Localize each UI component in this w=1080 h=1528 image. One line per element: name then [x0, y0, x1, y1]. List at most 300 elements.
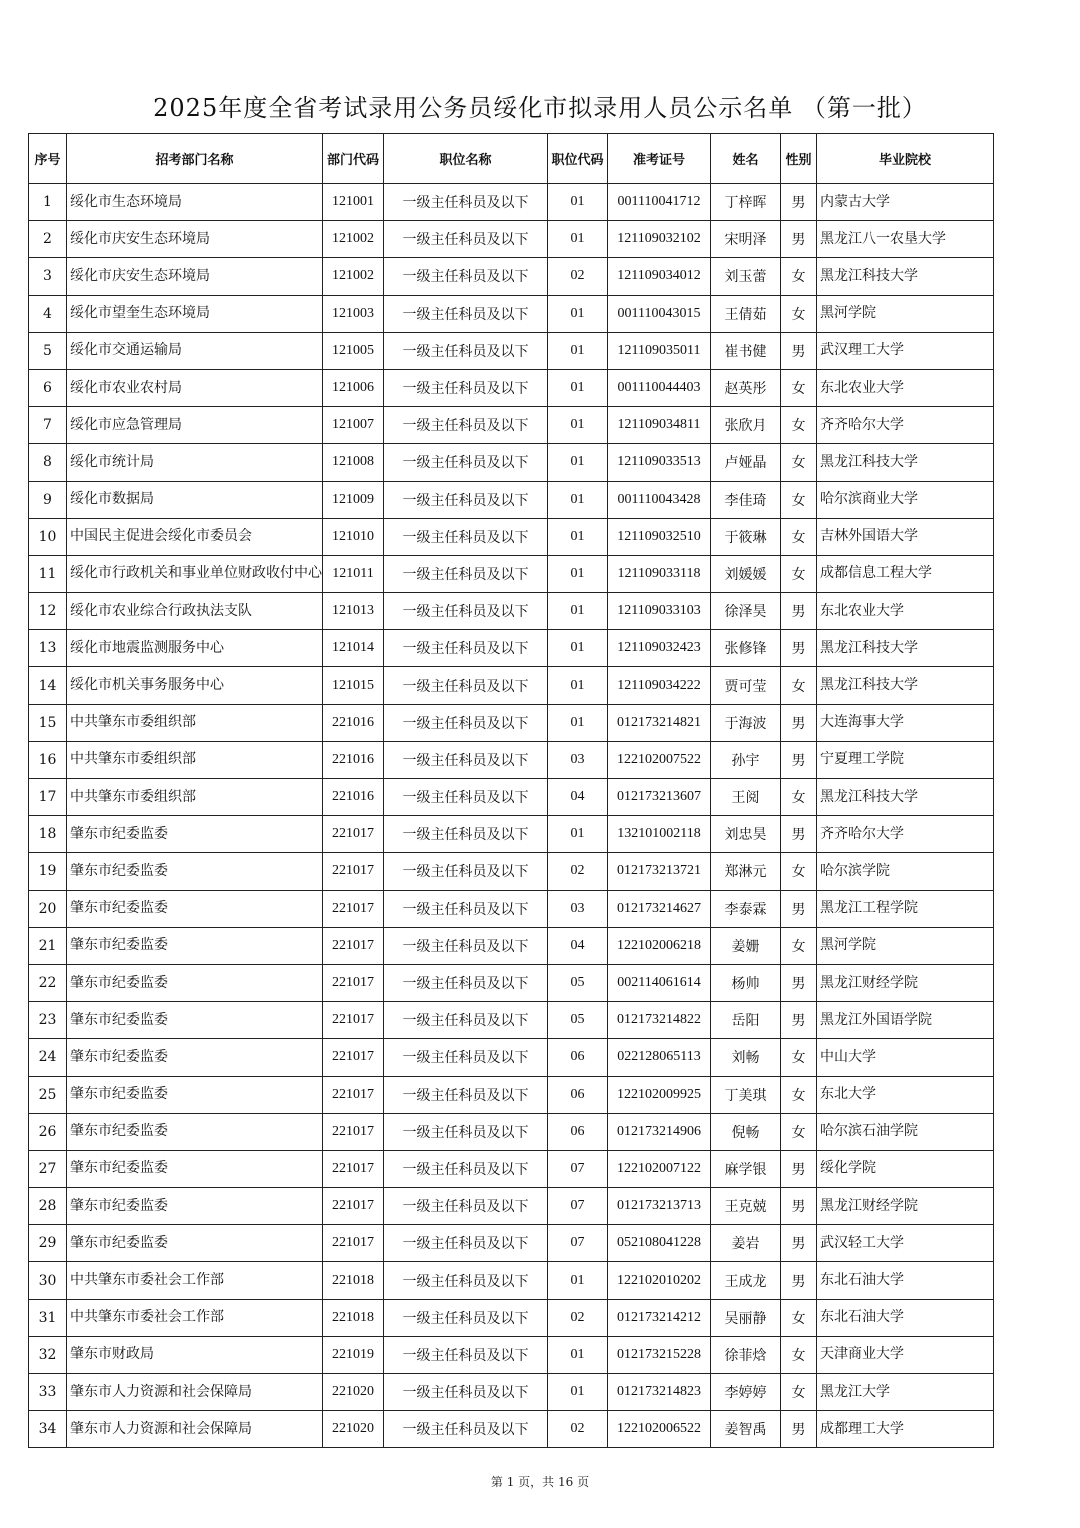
cell-row-index: 10: [29, 518, 67, 555]
cell-department-name: 绥化市庆安生态环境局: [67, 258, 323, 295]
cell-position-name: 一级主任科员及以下: [384, 369, 548, 406]
cell-position-code: 01: [548, 481, 608, 518]
cell-school: 大连海事大学: [817, 704, 994, 741]
cell-school: 内蒙古大学: [817, 184, 994, 221]
cell-exam-number: 121109032510: [608, 518, 711, 555]
table-row: [29, 221, 994, 258]
cell-gender: 女: [781, 667, 817, 704]
cell-department-name: 中国民主促进会绥化市委员会: [67, 518, 323, 555]
table-row: [29, 1411, 994, 1448]
roster-table: [28, 133, 994, 1448]
cell-candidate-name: 刘畅: [711, 1039, 781, 1076]
table-row: [29, 1188, 994, 1225]
cell-exam-number: 122102006522: [608, 1411, 711, 1448]
cell-position-name: 一级主任科员及以下: [384, 667, 548, 704]
cell-department-name: 绥化市农业农村局: [67, 369, 323, 406]
cell-row-index: 28: [29, 1188, 67, 1225]
cell-department-name: 中共肇东市委社会工作部: [67, 1262, 323, 1299]
cell-gender: 男: [781, 1262, 817, 1299]
cell-exam-number: 012173214822: [608, 1002, 711, 1039]
cell-row-index: 11: [29, 555, 67, 592]
cell-department-code: 221016: [323, 741, 384, 778]
cell-position-code: 01: [548, 184, 608, 221]
cell-exam-number: 121109034012: [608, 258, 711, 295]
cell-exam-number: 002114061614: [608, 964, 711, 1001]
cell-department-name: 肇东市纪委监委: [67, 1225, 323, 1262]
cell-exam-number: 012173214627: [608, 890, 711, 927]
cell-position-name: 一级主任科员及以下: [384, 1374, 548, 1411]
cell-department-code: 121003: [323, 295, 384, 332]
cell-position-name: 一级主任科员及以下: [384, 964, 548, 1001]
cell-school: 绥化学院: [817, 1150, 994, 1187]
cell-department-code: 121007: [323, 407, 384, 444]
cell-row-index: 27: [29, 1150, 67, 1187]
cell-position-name: 一级主任科员及以下: [384, 741, 548, 778]
cell-school: 东北大学: [817, 1076, 994, 1113]
cell-department-code: 221020: [323, 1411, 384, 1448]
cell-position-code: 01: [548, 369, 608, 406]
cell-department-name: 肇东市纪委监委: [67, 1039, 323, 1076]
cell-row-index: 21: [29, 927, 67, 964]
cell-position-name: 一级主任科员及以下: [384, 1299, 548, 1336]
table-row: [29, 1336, 994, 1373]
cell-department-code: 221017: [323, 890, 384, 927]
cell-school: 东北农业大学: [817, 369, 994, 406]
cell-department-name: 绥化市农业综合行政执法支队: [67, 593, 323, 630]
cell-position-code: 01: [548, 593, 608, 630]
cell-exam-number: 121109032423: [608, 630, 711, 667]
cell-position-name: 一级主任科员及以下: [384, 1262, 548, 1299]
cell-school: 宁夏理工学院: [817, 741, 994, 778]
cell-exam-number: 001110041712: [608, 184, 711, 221]
table-row: [29, 407, 994, 444]
cell-department-code: 221017: [323, 1002, 384, 1039]
cell-row-index: 8: [29, 444, 67, 481]
table-row: [29, 741, 994, 778]
cell-department-name: 绥化市庆安生态环境局: [67, 221, 323, 258]
cell-department-name: 肇东市纪委监委: [67, 816, 323, 853]
page-footer: 第 1 页，共 16 页: [490, 1475, 590, 1489]
column-header-school: 毕业院校: [817, 134, 994, 184]
cell-candidate-name: 贾可莹: [711, 667, 781, 704]
cell-gender: 男: [781, 1150, 817, 1187]
table-row: [29, 816, 994, 853]
cell-school: 黑龙江科技大学: [817, 444, 994, 481]
cell-gender: 男: [781, 1225, 817, 1262]
cell-gender: 女: [781, 1039, 817, 1076]
cell-department-code: 221018: [323, 1262, 384, 1299]
column-header-gender: 性别: [781, 134, 817, 184]
cell-department-code: 121005: [323, 332, 384, 369]
column-header-index: 序号: [29, 134, 67, 184]
cell-exam-number: 012173213721: [608, 853, 711, 890]
cell-position-code: 01: [548, 221, 608, 258]
cell-candidate-name: 李佳琦: [711, 481, 781, 518]
cell-position-code: 01: [548, 1374, 608, 1411]
cell-candidate-name: 徐菲焓: [711, 1336, 781, 1373]
cell-gender: 男: [781, 816, 817, 853]
cell-position-code: 07: [548, 1188, 608, 1225]
cell-position-name: 一级主任科员及以下: [384, 593, 548, 630]
cell-candidate-name: 徐泽昊: [711, 593, 781, 630]
cell-gender: 女: [781, 369, 817, 406]
cell-gender: 男: [781, 964, 817, 1001]
cell-position-code: 07: [548, 1225, 608, 1262]
cell-position-name: 一级主任科员及以下: [384, 407, 548, 444]
cell-department-name: 肇东市纪委监委: [67, 927, 323, 964]
cell-exam-number: 121109034222: [608, 667, 711, 704]
cell-school: 成都理工大学: [817, 1411, 994, 1448]
cell-row-index: 14: [29, 667, 67, 704]
cell-position-code: 05: [548, 1002, 608, 1039]
cell-candidate-name: 张欣月: [711, 407, 781, 444]
cell-department-name: 绥化市交通运输局: [67, 332, 323, 369]
cell-exam-number: 122102009925: [608, 1076, 711, 1113]
cell-school: 黑龙江八一农垦大学: [817, 221, 994, 258]
cell-candidate-name: 刘忠昊: [711, 816, 781, 853]
cell-exam-number: 012173215228: [608, 1336, 711, 1373]
cell-department-code: 121009: [323, 481, 384, 518]
cell-candidate-name: 吴丽静: [711, 1299, 781, 1336]
cell-school: 黑龙江科技大学: [817, 258, 994, 295]
cell-position-code: 03: [548, 890, 608, 927]
cell-school: 黑龙江财经学院: [817, 964, 994, 1001]
cell-row-index: 20: [29, 890, 67, 927]
cell-department-code: 121010: [323, 518, 384, 555]
table-row: [29, 1299, 994, 1336]
cell-gender: 女: [781, 1336, 817, 1373]
cell-candidate-name: 郑淋元: [711, 853, 781, 890]
cell-department-code: 121006: [323, 369, 384, 406]
cell-position-code: 06: [548, 1113, 608, 1150]
cell-school: 东北石油大学: [817, 1262, 994, 1299]
cell-row-index: 19: [29, 853, 67, 890]
cell-exam-number: 132101002118: [608, 816, 711, 853]
table-row: [29, 184, 994, 221]
cell-row-index: 5: [29, 332, 67, 369]
cell-gender: 男: [781, 704, 817, 741]
table-row: [29, 1076, 994, 1113]
cell-department-name: 中共肇东市委组织部: [67, 741, 323, 778]
cell-position-code: 01: [548, 704, 608, 741]
cell-position-code: 06: [548, 1039, 608, 1076]
cell-row-index: 7: [29, 407, 67, 444]
cell-position-name: 一级主任科员及以下: [384, 1039, 548, 1076]
cell-exam-number: 122102006218: [608, 927, 711, 964]
cell-row-index: 18: [29, 816, 67, 853]
cell-department-name: 绥化市机关事务服务中心: [67, 667, 323, 704]
cell-row-index: 15: [29, 704, 67, 741]
cell-department-code: 121013: [323, 593, 384, 630]
cell-school: 武汉理工大学: [817, 332, 994, 369]
cell-department-name: 肇东市纪委监委: [67, 890, 323, 927]
cell-row-index: 13: [29, 630, 67, 667]
cell-position-name: 一级主任科员及以下: [384, 221, 548, 258]
table-row: [29, 667, 994, 704]
cell-position-name: 一级主任科员及以下: [384, 1336, 548, 1373]
cell-exam-number: 012173214823: [608, 1374, 711, 1411]
cell-position-name: 一级主任科员及以下: [384, 184, 548, 221]
cell-gender: 男: [781, 221, 817, 258]
cell-position-name: 一级主任科员及以下: [384, 816, 548, 853]
page-title: 2025年度全省考试录用公务员绥化市拟录用人员公示名单 （第一批）: [153, 94, 927, 122]
column-header-exam-number: 准考证号: [608, 134, 711, 184]
cell-position-code: 02: [548, 1411, 608, 1448]
cell-school: 东北农业大学: [817, 593, 994, 630]
cell-school: 黑河学院: [817, 927, 994, 964]
cell-gender: 女: [781, 927, 817, 964]
cell-gender: 女: [781, 295, 817, 332]
table-row: [29, 630, 994, 667]
cell-position-name: 一级主任科员及以下: [384, 704, 548, 741]
cell-row-index: 12: [29, 593, 67, 630]
cell-position-name: 一级主任科员及以下: [384, 258, 548, 295]
cell-position-code: 02: [548, 853, 608, 890]
cell-department-name: 肇东市人力资源和社会保障局: [67, 1374, 323, 1411]
cell-gender: 男: [781, 1002, 817, 1039]
cell-candidate-name: 王倩茹: [711, 295, 781, 332]
cell-row-index: 16: [29, 741, 67, 778]
cell-department-code: 221017: [323, 964, 384, 1001]
table-row: [29, 927, 994, 964]
table-row: [29, 1039, 994, 1076]
cell-gender: 男: [781, 630, 817, 667]
cell-exam-number: 012173214821: [608, 704, 711, 741]
cell-gender: 女: [781, 1374, 817, 1411]
cell-position-name: 一级主任科员及以下: [384, 1076, 548, 1113]
cell-department-code: 221017: [323, 927, 384, 964]
cell-department-code: 221020: [323, 1374, 384, 1411]
cell-department-name: 肇东市财政局: [67, 1336, 323, 1373]
cell-exam-number: 012173213607: [608, 779, 711, 816]
cell-row-index: 30: [29, 1262, 67, 1299]
table-row: [29, 295, 994, 332]
cell-position-name: 一级主任科员及以下: [384, 1225, 548, 1262]
cell-department-name: 绥化市应急管理局: [67, 407, 323, 444]
cell-row-index: 23: [29, 1002, 67, 1039]
cell-department-name: 肇东市纪委监委: [67, 1002, 323, 1039]
cell-position-code: 02: [548, 258, 608, 295]
cell-gender: 男: [781, 332, 817, 369]
cell-gender: 女: [781, 779, 817, 816]
cell-department-name: 肇东市纪委监委: [67, 964, 323, 1001]
cell-candidate-name: 王阅: [711, 779, 781, 816]
table-body: [29, 184, 994, 1448]
cell-gender: 女: [781, 853, 817, 890]
cell-department-code: 221017: [323, 1188, 384, 1225]
cell-exam-number: 001110044403: [608, 369, 711, 406]
cell-exam-number: 121109033103: [608, 593, 711, 630]
cell-exam-number: 122102010202: [608, 1262, 711, 1299]
cell-department-name: 绥化市望奎生态环境局: [67, 295, 323, 332]
cell-candidate-name: 刘玉蕾: [711, 258, 781, 295]
cell-row-index: 32: [29, 1336, 67, 1373]
table-row: [29, 1113, 994, 1150]
cell-candidate-name: 刘媛媛: [711, 555, 781, 592]
cell-row-index: 2: [29, 221, 67, 258]
column-header-department-code: 部门代码: [323, 134, 384, 184]
cell-candidate-name: 宋明泽: [711, 221, 781, 258]
cell-exam-number: 022128065113: [608, 1039, 711, 1076]
cell-department-name: 绥化市行政机关和事业单位财政收付中心: [67, 555, 323, 592]
cell-department-code: 221017: [323, 853, 384, 890]
cell-department-code: 221017: [323, 1113, 384, 1150]
cell-department-code: 121014: [323, 630, 384, 667]
cell-department-name: 中共肇东市委组织部: [67, 704, 323, 741]
cell-candidate-name: 张修锋: [711, 630, 781, 667]
table-row: [29, 258, 994, 295]
cell-exam-number: 012173214906: [608, 1113, 711, 1150]
cell-candidate-name: 麻学银: [711, 1150, 781, 1187]
cell-position-code: 01: [548, 667, 608, 704]
table-row: [29, 332, 994, 369]
cell-position-code: 01: [548, 816, 608, 853]
column-header-position-code: 职位代码: [548, 134, 608, 184]
cell-position-name: 一级主任科员及以下: [384, 1113, 548, 1150]
cell-candidate-name: 姜姗: [711, 927, 781, 964]
cell-position-name: 一级主任科员及以下: [384, 295, 548, 332]
cell-candidate-name: 姜智禹: [711, 1411, 781, 1448]
cell-candidate-name: 赵英彤: [711, 369, 781, 406]
cell-school: 武汉轻工大学: [817, 1225, 994, 1262]
table-row: [29, 704, 994, 741]
cell-school: 哈尔滨学院: [817, 853, 994, 890]
cell-row-index: 34: [29, 1411, 67, 1448]
cell-exam-number: 121109032102: [608, 221, 711, 258]
cell-row-index: 17: [29, 779, 67, 816]
table-row: [29, 1150, 994, 1187]
cell-exam-number: 122102007522: [608, 741, 711, 778]
cell-candidate-name: 王成龙: [711, 1262, 781, 1299]
cell-position-name: 一级主任科员及以下: [384, 555, 548, 592]
cell-row-index: 1: [29, 184, 67, 221]
cell-exam-number: 121109033513: [608, 444, 711, 481]
cell-exam-number: 012173214212: [608, 1299, 711, 1336]
cell-exam-number: 121109035011: [608, 332, 711, 369]
cell-department-code: 121001: [323, 184, 384, 221]
cell-candidate-name: 岳阳: [711, 1002, 781, 1039]
cell-row-index: 29: [29, 1225, 67, 1262]
cell-school: 黑龙江科技大学: [817, 667, 994, 704]
cell-department-code: 121008: [323, 444, 384, 481]
cell-gender: 女: [781, 444, 817, 481]
table-row: [29, 518, 994, 555]
cell-department-name: 绥化市统计局: [67, 444, 323, 481]
cell-department-code: 221016: [323, 779, 384, 816]
cell-candidate-name: 李婷婷: [711, 1374, 781, 1411]
cell-exam-number: 121109034811: [608, 407, 711, 444]
cell-department-code: 121002: [323, 221, 384, 258]
cell-position-code: 05: [548, 964, 608, 1001]
table-row: [29, 1374, 994, 1411]
cell-row-index: 6: [29, 369, 67, 406]
cell-candidate-name: 于海波: [711, 704, 781, 741]
cell-school: 齐齐哈尔大学: [817, 816, 994, 853]
cell-position-code: 06: [548, 1076, 608, 1113]
cell-row-index: 22: [29, 964, 67, 1001]
cell-gender: 女: [781, 1113, 817, 1150]
cell-school: 中山大学: [817, 1039, 994, 1076]
cell-position-name: 一级主任科员及以下: [384, 1002, 548, 1039]
cell-exam-number: 122102007122: [608, 1150, 711, 1187]
cell-row-index: 3: [29, 258, 67, 295]
cell-position-code: 03: [548, 741, 608, 778]
cell-candidate-name: 丁美琪: [711, 1076, 781, 1113]
cell-department-code: 121011: [323, 555, 384, 592]
cell-candidate-name: 崔书健: [711, 332, 781, 369]
cell-exam-number: 001110043015: [608, 295, 711, 332]
cell-gender: 男: [781, 1188, 817, 1225]
table-row: [29, 444, 994, 481]
cell-position-name: 一级主任科员及以下: [384, 630, 548, 667]
cell-department-code: 121002: [323, 258, 384, 295]
cell-school: 东北石油大学: [817, 1299, 994, 1336]
table-row: [29, 1225, 994, 1262]
cell-exam-number: 052108041228: [608, 1225, 711, 1262]
cell-position-name: 一级主任科员及以下: [384, 332, 548, 369]
cell-candidate-name: 李泰霖: [711, 890, 781, 927]
cell-candidate-name: 孙宇: [711, 741, 781, 778]
cell-department-name: 中共肇东市委组织部: [67, 779, 323, 816]
cell-position-code: 04: [548, 779, 608, 816]
cell-position-code: 01: [548, 518, 608, 555]
cell-position-code: 01: [548, 1262, 608, 1299]
cell-school: 黑龙江科技大学: [817, 779, 994, 816]
cell-row-index: 24: [29, 1039, 67, 1076]
cell-department-code: 221017: [323, 1039, 384, 1076]
cell-department-name: 肇东市人力资源和社会保障局: [67, 1411, 323, 1448]
cell-position-code: 01: [548, 444, 608, 481]
cell-position-code: 04: [548, 927, 608, 964]
cell-position-name: 一级主任科员及以下: [384, 1411, 548, 1448]
table-row: [29, 779, 994, 816]
cell-department-code: 221017: [323, 1225, 384, 1262]
cell-position-code: 01: [548, 555, 608, 592]
cell-position-code: 01: [548, 332, 608, 369]
cell-candidate-name: 杨帅: [711, 964, 781, 1001]
cell-row-index: 25: [29, 1076, 67, 1113]
cell-candidate-name: 于筱琳: [711, 518, 781, 555]
cell-position-name: 一级主任科员及以下: [384, 779, 548, 816]
cell-department-name: 肇东市纪委监委: [67, 1113, 323, 1150]
cell-candidate-name: 王克兢: [711, 1188, 781, 1225]
cell-gender: 男: [781, 1411, 817, 1448]
cell-candidate-name: 姜岩: [711, 1225, 781, 1262]
cell-gender: 男: [781, 890, 817, 927]
table-row: [29, 853, 994, 890]
cell-row-index: 33: [29, 1374, 67, 1411]
cell-gender: 女: [781, 518, 817, 555]
cell-school: 黑龙江工程学院: [817, 890, 994, 927]
cell-gender: 女: [781, 1299, 817, 1336]
cell-school: 吉林外国语大学: [817, 518, 994, 555]
cell-school: 黑龙江财经学院: [817, 1188, 994, 1225]
cell-position-name: 一级主任科员及以下: [384, 481, 548, 518]
table-row: [29, 555, 994, 592]
cell-department-name: 绥化市地震监测服务中心: [67, 630, 323, 667]
cell-gender: 女: [781, 1076, 817, 1113]
cell-position-code: 01: [548, 407, 608, 444]
column-header-name: 姓名: [711, 134, 781, 184]
cell-position-code: 02: [548, 1299, 608, 1336]
cell-row-index: 31: [29, 1299, 67, 1336]
cell-candidate-name: 倪畅: [711, 1113, 781, 1150]
cell-school: 齐齐哈尔大学: [817, 407, 994, 444]
cell-department-name: 肇东市纪委监委: [67, 853, 323, 890]
table-row: [29, 481, 994, 518]
cell-position-name: 一级主任科员及以下: [384, 890, 548, 927]
cell-row-index: 4: [29, 295, 67, 332]
